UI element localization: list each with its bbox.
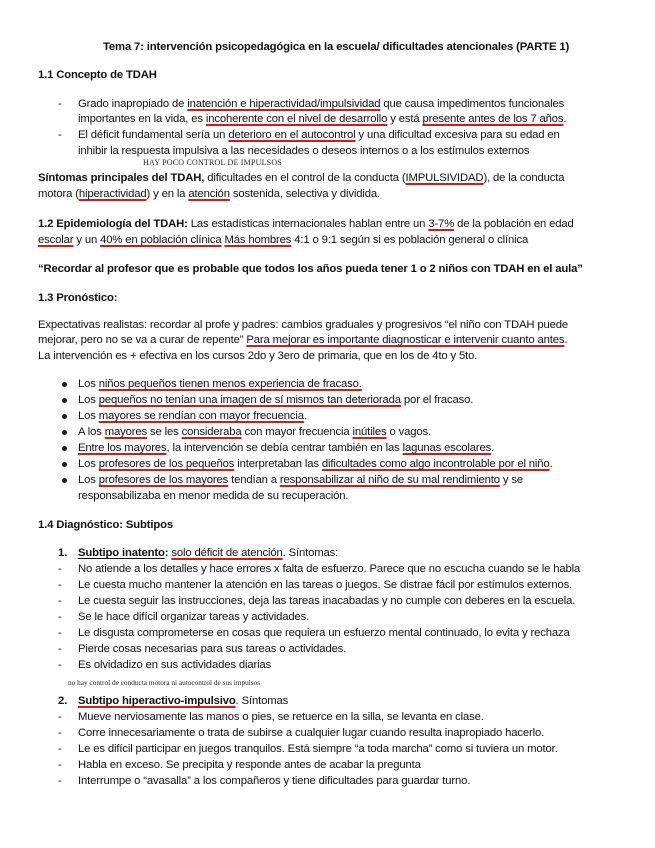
dash-marker: - [58, 727, 62, 739]
section-heading-1-3: 1.3 Pronóstico: [38, 292, 118, 304]
inattentive-symptom: Pierde cosas necesarias para sus tareas o actividades. [78, 643, 347, 655]
bullet-marker [62, 430, 67, 435]
prognosis-bullet-6: Los profesores de los pequeños interpretaban las dificultades como algo incontrolable por el niño. [78, 458, 553, 470]
subtype-inattentive-title: Subtipo inatento: solo déficit de atención. Síntomas: [78, 547, 339, 559]
hyperactive-symptom: Corre innecesariamente o trata de subirse a cualquier lugar cuando resulta inapropiado hacerlo. [78, 727, 545, 739]
dash-marker: - [58, 611, 62, 623]
inattentive-symptom: Le cuesta seguir las instrucciones, deja las tareas inacabadas y no cumple con deberes en la escuela. [78, 595, 576, 607]
prognosis-bullet-3: Los mayores se rendían con mayor frecuencia. [78, 410, 307, 422]
bullet-marker [62, 478, 67, 483]
main-symptoms-line-1: Síntomas principales del TDAH, dificultades en el control de la conducta (IMPULSIVIDAD), de la conducta [38, 172, 565, 184]
dash-marker: - [58, 659, 62, 671]
handwritten-note-impulses: HAY POCO CONTROL DE IMPULSOS [143, 158, 282, 167]
list-number: 1. [58, 547, 68, 559]
page-title: Tema 7: intervención psicopedagógica en la escuela/ dificultades atencionales (PARTE 1) [103, 41, 570, 53]
dash-marker: - [58, 759, 62, 771]
prognosis-line-2: mejorar, pero no se va a curar de repente” Para mejorar es importante diagnosticar e intervenir cuanto antes. [38, 334, 568, 346]
dash-marker: - [58, 595, 62, 607]
bullet-marker [62, 414, 67, 419]
bullet-marker [62, 382, 67, 387]
hyperactive-symptom: Le es difícil participar en juegos tranquilos. Está siempre “a toda marcha” como si tuviera un motor. [78, 743, 558, 755]
prognosis-line-3: La intervención es + efectiva en los cursos 2do y 3ero de primaria, que en los de 4to y 5to. [38, 350, 478, 362]
teacher-quote: “Recordar al profesor que es probable que todos los años pueda tener 1 o 2 niños con TDAH en el aula” [38, 263, 583, 275]
prognosis-bullet-7: Los profesores de los mayores tendían a responsabilizar al niño de su mal rendimiento y se [78, 474, 523, 486]
hyperactive-symptom: Habla en exceso. Se precipita y responde antes de acabar la pregunta [78, 759, 421, 771]
inattentive-symptom: Le cuesta mucho mantener la atención en las tareas o juegos. Se distrae fácil por estímulos externos. [78, 579, 573, 591]
dash-marker: - [58, 743, 62, 755]
epidemiology-line-1: 1.2 Epidemiología del TDAH: Las estadísticas internacionales hablan entre un 3-7% de la población en edad [38, 218, 574, 230]
dash-marker: - [58, 627, 62, 639]
dash-marker: - [58, 711, 62, 723]
dash-marker: - [58, 579, 62, 591]
dash-marker: - [58, 129, 62, 141]
hyperactive-symptom: Mueve nerviosamente las manos o pies, se retuerce en la silla, se levanta en clase. [78, 711, 484, 723]
concept-line-1: Grado inapropiado de inatención e hiperactividad/impulsividad que causa impedimentos funcionales [78, 98, 565, 110]
epidemiology-line-2: escolar y un 40% en población clínica Más hombres 4:1 o 9:1 según si es población general o clínica [38, 234, 529, 246]
concept-line-4: inhibir la respuesta impulsiva a las necesidades o deseos internos o a los estímulos externos [78, 145, 530, 157]
list-number: 2. [58, 695, 68, 707]
subtype-hyperactive-title: Subtipo hiperactivo-impulsivo. Síntomas [78, 695, 289, 707]
section-heading-1-4: 1.4 Diagnóstico: Subtipos [38, 519, 173, 531]
dash-marker: - [58, 643, 62, 655]
concept-line-3: El déficit fundamental sería un deterioro en el autocontrol y una dificultad excesiva para su edad en [78, 129, 560, 141]
prognosis-line-1: Expectativas realistas: recordar al profe y padres: cambios graduales y progresivos “el niño con TDAH puede [38, 319, 569, 331]
handwritten-note-motor: no hay control de conducta motora ni autocontrol de sus impulsos [68, 678, 261, 687]
prognosis-bullet-2: Los pequeños no tenían una imagen de sí mismos tan deteriorada por el fracaso. [78, 394, 474, 406]
concept-line-2: importantes en la vida, es incoherente con el nivel de desarrollo y está presente antes de los 7 años. [78, 113, 567, 125]
bullet-marker [62, 446, 67, 451]
prognosis-bullet-1: Los niños pequeños tienen menos experiencia de fracaso. [78, 378, 362, 390]
bullet-marker [62, 398, 67, 403]
main-symptoms-line-2: motora (hiperactividad) y en la atención sostenida, selectiva y dividida. [38, 188, 380, 200]
inattentive-symptom: Se le hace difícil organizar tareas y actividades. [78, 611, 310, 623]
inattentive-symptom: Le disgusta comprometerse en cosas que requiera un esfuerzo mental continuado, lo evita y rechaza [78, 627, 570, 639]
prognosis-bullet-4: A los mayores se les consideraba con mayor frecuencia inútiles o vagos. [78, 426, 431, 438]
dash-marker: - [58, 775, 62, 787]
prognosis-bullet-5: Entre los mayores, la intervención se debía centrar también en las lagunas escolares. [78, 442, 495, 454]
inattentive-symptom: No atiende a los detalles y hace errores x falta de esfuerzo. Parece que no escucha cuando se le habla [78, 563, 581, 575]
inattentive-symptom: Es olvidadizo en sus actividades diarias [78, 659, 272, 671]
dash-marker: - [58, 563, 62, 575]
dash-marker: - [58, 98, 62, 110]
hyperactive-symptom: Interrumpe o “avasalla” a los compañeros y tiene dificultades para guardar turno. [78, 775, 471, 787]
section-heading-1-1: 1.1 Concepto de TDAH [38, 69, 157, 81]
prognosis-bullet-7-cont: responsabilizaba en menor medida de su recuperación. [78, 490, 349, 502]
bullet-marker [62, 462, 67, 467]
